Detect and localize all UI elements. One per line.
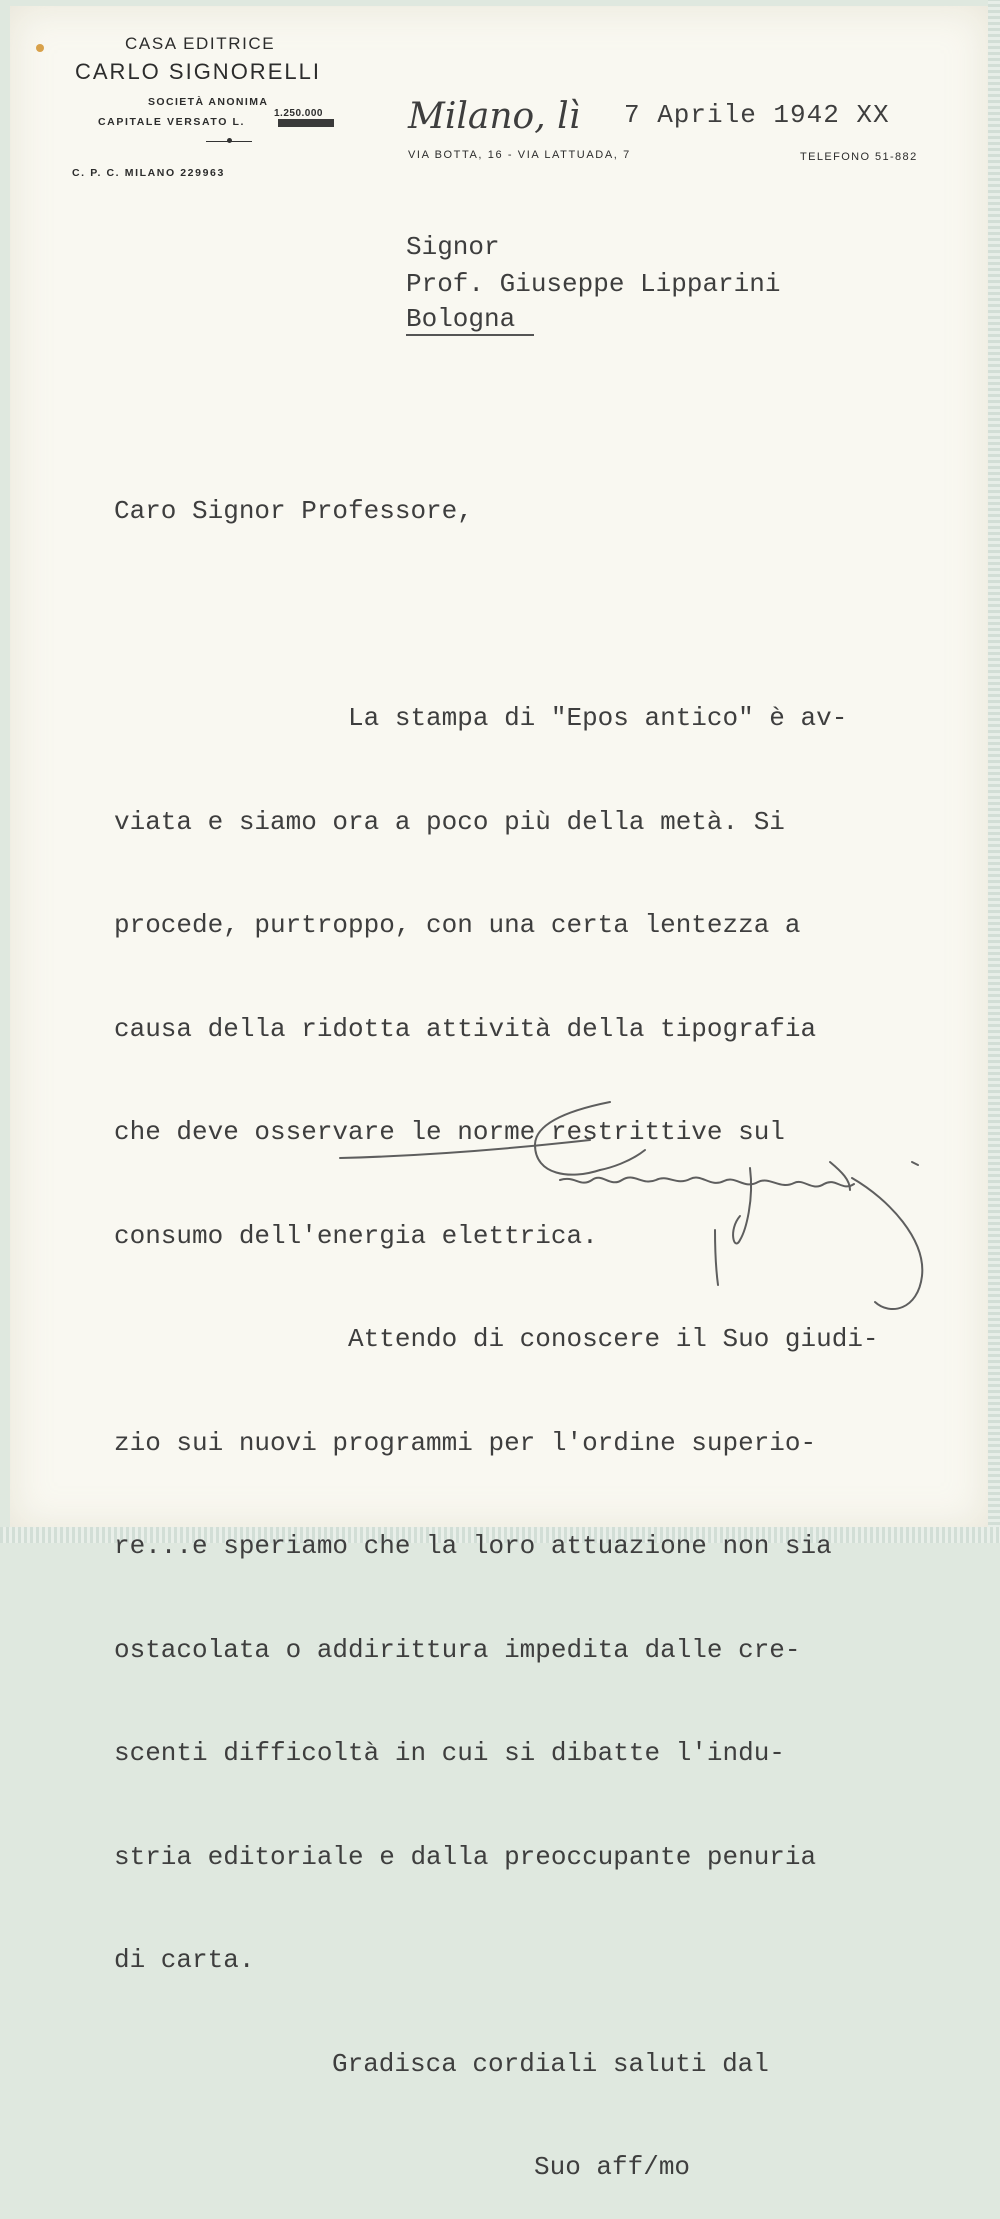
handwritten-signature [330, 1080, 950, 1320]
paper-edge-right [988, 0, 1000, 1543]
body-line: viata e siamo ora a poco più della metà. Si [114, 806, 785, 837]
recipient-line-3: Bologna [406, 304, 516, 334]
body-line: re...e speriamo che la loro attuazione non sia [114, 1531, 832, 1561]
recipient-city-underline [406, 334, 534, 336]
body-line: scenti difficoltà in cui si dibatte l'indu- [114, 1738, 785, 1768]
body-line: procede, purtroppo, con una certa lentezza a [114, 910, 801, 940]
letter-body [114, 425, 984, 2219]
letterhead-societa: SOCIETÀ ANONIMA [148, 96, 269, 108]
body-line: Attendo di conoscere il Suo giudi- [114, 1324, 879, 1354]
letterhead-divider-dot [227, 138, 232, 143]
letterhead-casa: CASA EDITRICE [125, 34, 276, 53]
salutation: Caro Signor Professore, [114, 496, 473, 526]
letterhead-telefono: TELEFONO 51-882 [800, 151, 918, 163]
body-line: causa della ridotta attività della tipografia [114, 1013, 817, 1044]
body-line: che deve osservare le norme restrittive sul [114, 1117, 785, 1147]
body-line: La stampa di "Epos antico" è av- [114, 703, 848, 733]
paper-stain [36, 44, 44, 52]
body-line: stria editoriale e dalla preoccupante penuria [114, 1841, 817, 1872]
blank-line [114, 598, 984, 633]
letterhead-capitale-label: CAPITALE VERSATO L. [98, 116, 246, 128]
body-line: consumo dell'energia elettrica. [114, 1220, 598, 1251]
body-line: ostacolata o addirittura impedita dalle cre- [114, 1634, 801, 1665]
letterhead-place: Milano, lì [408, 96, 581, 137]
letterhead-capitale-amount: 1.250.000 [274, 108, 323, 119]
body-line: zio sui nuovi programmi per l'ordine superio- [114, 1427, 817, 1458]
closing-line-2: Suo aff/mo [534, 2152, 691, 2182]
closing-line-1: Gradisca cordiali saluti dal [332, 2048, 769, 2079]
letterhead-cpc: C. P. C. MILANO 229963 [72, 167, 225, 179]
body-line: di carta. [114, 1945, 255, 1975]
struck-out-amount [278, 119, 334, 127]
letterhead-company-name: CARLO SIGNORELLI [75, 59, 321, 84]
letter-date: 7 Aprile 1942 XX [624, 100, 890, 130]
recipient-line-1: Signor [406, 232, 500, 262]
recipient-line-2: Prof. Giuseppe Lipparini [406, 269, 781, 299]
letterhead-address: VIA BOTTA, 16 - VIA LATTUADA, 7 [408, 149, 631, 161]
